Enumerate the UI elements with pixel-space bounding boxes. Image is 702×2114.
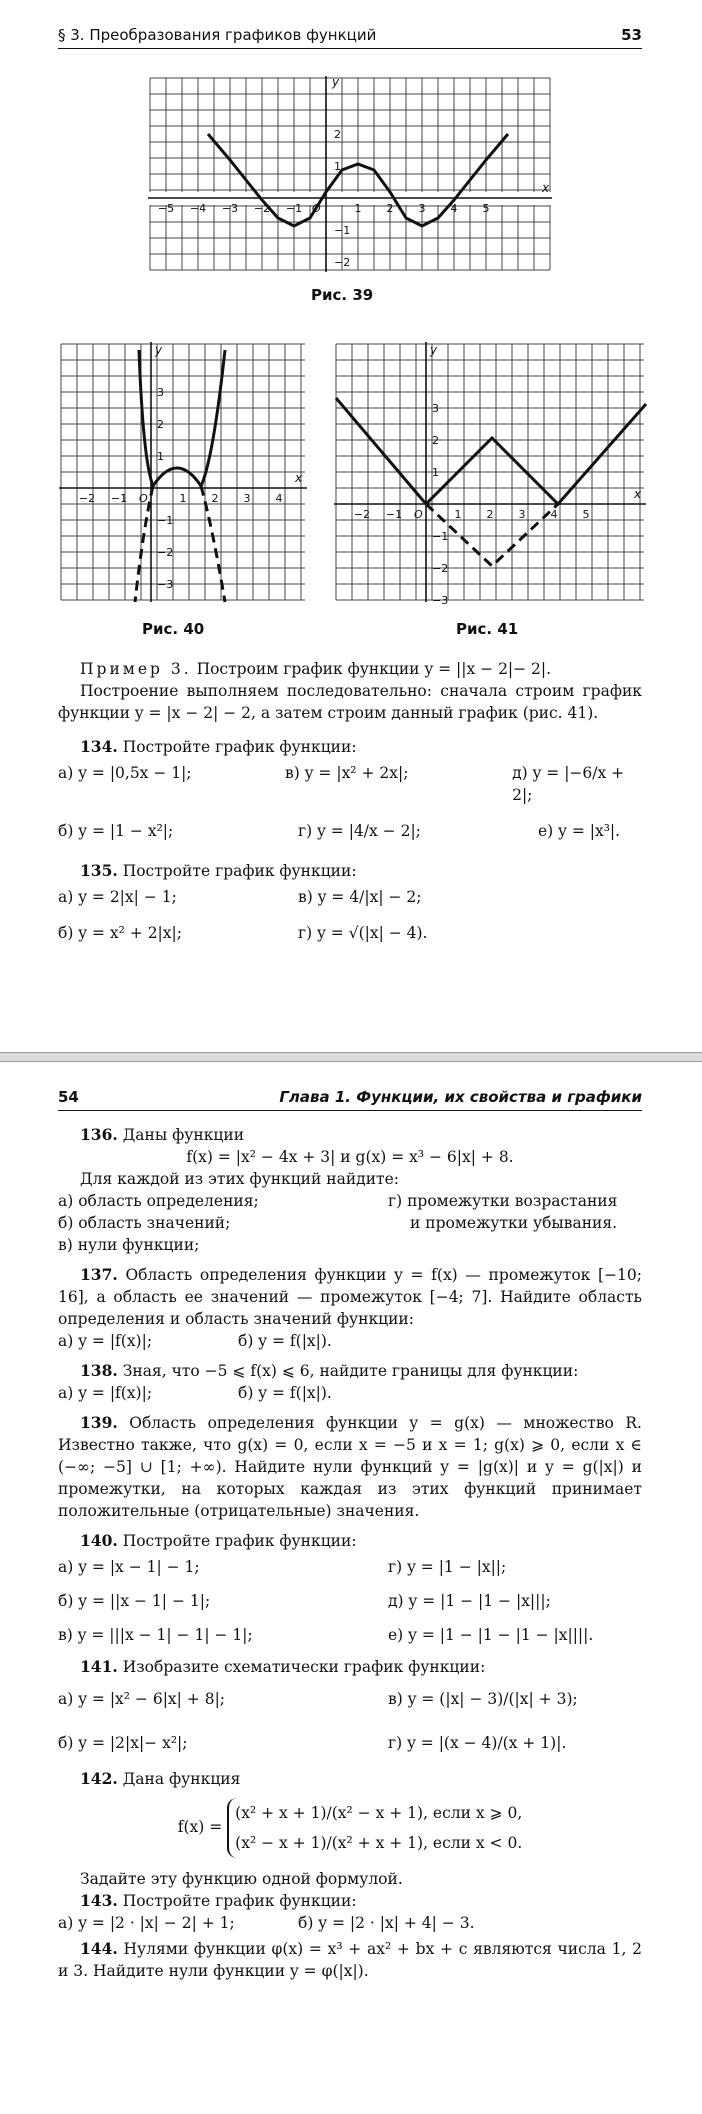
problem-138-item-a: а) y = |f(x)|; (58, 1384, 153, 1402)
y-axis-label: y (430, 343, 438, 357)
problem-141-item-g: г) y = |(x − 4)/(x + 1)|. (388, 1734, 567, 1752)
problem-137-item-a: а) y = |f(x)|; (58, 1332, 153, 1350)
x-axis-label: x (634, 487, 642, 501)
x-tick-label: 3 (243, 492, 251, 505)
problem-142-case-2: (x² − x + 1)/(x² + x + 1), если x < 0. (235, 1834, 523, 1852)
problem-142-f: f(x) = (177, 1818, 223, 1836)
x-tick-label: 1 (179, 492, 187, 505)
page-54 (0, 1062, 702, 2114)
problem-143-number: 143. (80, 1891, 118, 1910)
y-tick-label: 2 (157, 418, 164, 431)
x-tick-label: 4 (275, 492, 283, 505)
problem-144-number: 144. (80, 1939, 118, 1958)
problem-136-item-a: а) область определения; (58, 1192, 259, 1210)
problem-140-item-e: е) y = |1 − |1 − |1 − |x||||. (388, 1626, 594, 1644)
figure-41-graph (330, 340, 650, 605)
y-tick-label: 1 (432, 466, 439, 479)
problem-142-piecewise (58, 1798, 642, 1858)
problem-141-number: 141. (80, 1657, 118, 1676)
page53-text (58, 658, 642, 948)
figure-39-caption: Рис. 39 (311, 286, 374, 304)
problem-142-text: Дана функция (122, 1770, 241, 1788)
x-tick-label: 4 (550, 508, 558, 521)
problem-143-text: Постройте график функции: (122, 1892, 357, 1910)
problem-140-number: 140. (80, 1531, 118, 1550)
problem-141-item-a: а) y = |x² − 6|x| + 8|; (58, 1690, 226, 1708)
y-axis-label: y (332, 75, 340, 89)
y-tick-label: −1 (432, 530, 449, 543)
problem-134-item-d: д) y = |−6/x + 2|; (512, 764, 625, 804)
example-label: Пример 3. (80, 660, 192, 678)
problem-144-text: Нулями функции φ(x) = x³ + ax² + bx + c являются числа 1, 2 и 3. Найдите нули функции y = φ(|x|). (58, 1940, 642, 1980)
problem-134-item-v: в) y = |x² + 2x|; (285, 764, 409, 782)
figure-40-graph (55, 340, 310, 605)
problem-142-task: Задайте эту функцию одной формулой. (80, 1870, 403, 1888)
x-tick-label: 3 (418, 202, 426, 215)
problem-142-system (227, 1798, 522, 1858)
problem-142-case-1: (x² + x + 1)/(x² − x + 1), если x ⩾ 0, (235, 1804, 523, 1822)
x-tick-label: 2 (211, 492, 219, 505)
example-text: Построим график функции y = ||x − 2|− 2|. (196, 660, 552, 678)
problem-136-number: 136. (80, 1125, 118, 1144)
header-section-title: § 3. Преобразования графиков функций (58, 26, 377, 44)
problem-140-text: Постройте график функции: (122, 1532, 357, 1550)
y-tick-label: −2 (157, 546, 174, 559)
y-tick-label: −3 (432, 594, 449, 605)
origin-label: O (414, 508, 423, 521)
problem-137-item-b: б) y = f(|x|). (238, 1332, 332, 1350)
x-tick-label: −2 (353, 508, 371, 521)
page54-text (58, 1124, 642, 1982)
problem-135-item-v: в) y = 4/|x| − 2; (298, 888, 422, 906)
x-axis-label: x (295, 471, 303, 485)
figure-41-caption: Рис. 41 (456, 620, 519, 638)
problem-140-item-g: г) y = |1 − |x||; (388, 1558, 507, 1576)
x-tick-label: −2 (253, 202, 271, 215)
page-header (58, 26, 642, 49)
page-53 (0, 0, 702, 1052)
problem-140-item-a: а) y = |x − 1| − 1; (58, 1558, 200, 1576)
page-number: 53 (621, 26, 642, 44)
problem-137-text: Область определения функции y = f(x) — промежуток [−10; 16], а область ее значений — промежуток [−4; 7]. Найдите область определения и область значений функции: (58, 1266, 642, 1328)
y-tick-label: −3 (157, 578, 174, 591)
problem-143-item-a: а) y = |2 · |x| − 2| + 1; (58, 1914, 235, 1932)
figure-40-caption: Рис. 40 (142, 620, 205, 638)
problem-134-item-b: б) y = |1 − x²|; (58, 822, 174, 840)
problem-136-text: Даны функции (122, 1126, 245, 1144)
x-tick-label: −1 (385, 508, 403, 521)
x-tick-label: 2 (386, 202, 394, 215)
x-tick-label: 3 (518, 508, 526, 521)
problem-136-item-g-cont: и промежутки убывания. (410, 1214, 618, 1232)
y-tick-label: 3 (157, 386, 164, 399)
y-tick-label: 1 (157, 450, 164, 463)
y-tick-label: −2 (432, 562, 449, 575)
problem-137-number: 137. (80, 1265, 118, 1284)
x-axis-label: x (542, 181, 550, 195)
problem-136-item-v: в) нули функции; (58, 1236, 200, 1254)
problem-135-item-b: б) y = x² + 2|x|; (58, 924, 182, 942)
y-axis-label: y (155, 343, 163, 357)
problem-141-text: Изобразите схематически график функции: (122, 1658, 486, 1676)
x-tick-label: −5 (157, 202, 175, 215)
problem-136-item-g: г) промежутки возрастания (388, 1192, 618, 1210)
header-chapter-title: Глава 1. Функции, их свойства и графики (279, 1088, 642, 1106)
problem-139-text: Область определения функции y = g(x) — множество R. Известно также, что g(x) = 0, если x = −5 и x = 1; g(x) ⩾ 0, если x ∈ (−∞; −5] ∪ [1; +∞). Найдите нули функций y = |g(x)| и y = g(|x|) и промежутки, на которых каждая из этих функций принимает положительные (отрицательные) значения. (58, 1414, 642, 1520)
page-header (58, 1088, 642, 1111)
example-paragraph: Построение выполняем последовательно: сначала строим график функции y = |x − 2| − 2, а затем строим данный график (рис. 41). (58, 682, 642, 722)
problem-138-number: 138. (80, 1361, 118, 1380)
x-tick-label: 2 (486, 508, 494, 521)
y-tick-label: 3 (432, 402, 439, 415)
problem-140-item-v: в) y = |||x − 1| − 1| − 1|; (58, 1626, 253, 1644)
problem-135-item-g: г) y = √(|x| − 4). (298, 924, 428, 942)
figure-39-graph (140, 72, 560, 277)
problem-134-item-a: а) y = |0,5x − 1|; (58, 764, 192, 782)
problem-141-item-b: б) y = |2|x|− x²|; (58, 1734, 188, 1752)
problem-135-item-a: а) y = 2|x| − 1; (58, 888, 177, 906)
problem-134-item-e: е) y = |x³|. (538, 822, 621, 840)
problem-135-text: Постройте график функции: (122, 862, 357, 880)
y-tick-label: 2 (334, 128, 341, 141)
y-tick-label: 1 (334, 160, 341, 173)
problem-138-item-b: б) y = f(|x|). (238, 1384, 332, 1402)
problem-136-item-b: б) область значений; (58, 1214, 231, 1232)
origin-label: O (312, 202, 321, 215)
page-separator (0, 1052, 702, 1062)
problem-135-number: 135. (80, 861, 118, 880)
problem-136-subtext: Для каждой из этих функций найдите: (80, 1170, 400, 1188)
page-number: 54 (58, 1088, 79, 1106)
x-tick-label: −2 (78, 492, 96, 505)
problem-134-item-g: г) y = |4/x − 2|; (298, 822, 421, 840)
x-tick-label: 1 (354, 202, 362, 215)
origin-label: O (139, 492, 148, 505)
x-tick-label: −1 (285, 202, 303, 215)
x-tick-label: −1 (110, 492, 128, 505)
problem-139-number: 139. (80, 1413, 118, 1432)
x-tick-label: −4 (189, 202, 207, 215)
problem-141-item-v: в) y = (|x| − 3)/(|x| + 3); (388, 1690, 578, 1708)
problem-140-item-d: д) y = |1 − |1 − |x|||; (388, 1592, 551, 1610)
problem-138-text: Зная, что −5 ⩽ f(x) ⩽ 6, найдите границы для функции: (122, 1362, 579, 1380)
y-tick-label: 2 (432, 434, 439, 447)
x-tick-label: −3 (221, 202, 239, 215)
problem-143-item-b: б) y = |2 · |x| + 4| − 3. (298, 1914, 475, 1932)
y-tick-label: −1 (334, 224, 351, 237)
x-tick-label: 5 (482, 202, 490, 215)
x-tick-label: 5 (582, 508, 590, 521)
x-tick-label: 1 (454, 508, 462, 521)
problem-134-number: 134. (80, 737, 118, 756)
problem-136-formula: f(x) = |x² − 4x + 3| и g(x) = x³ − 6|x| + 8. (186, 1148, 514, 1166)
problem-142-number: 142. (80, 1769, 118, 1788)
problem-134-text: Постройте график функции: (122, 738, 357, 756)
x-tick-label: 4 (450, 202, 458, 215)
y-tick-label: −1 (157, 514, 174, 527)
y-tick-label: −2 (334, 256, 351, 269)
problem-140-item-b: б) y = ||x − 1| − 1|; (58, 1592, 211, 1610)
